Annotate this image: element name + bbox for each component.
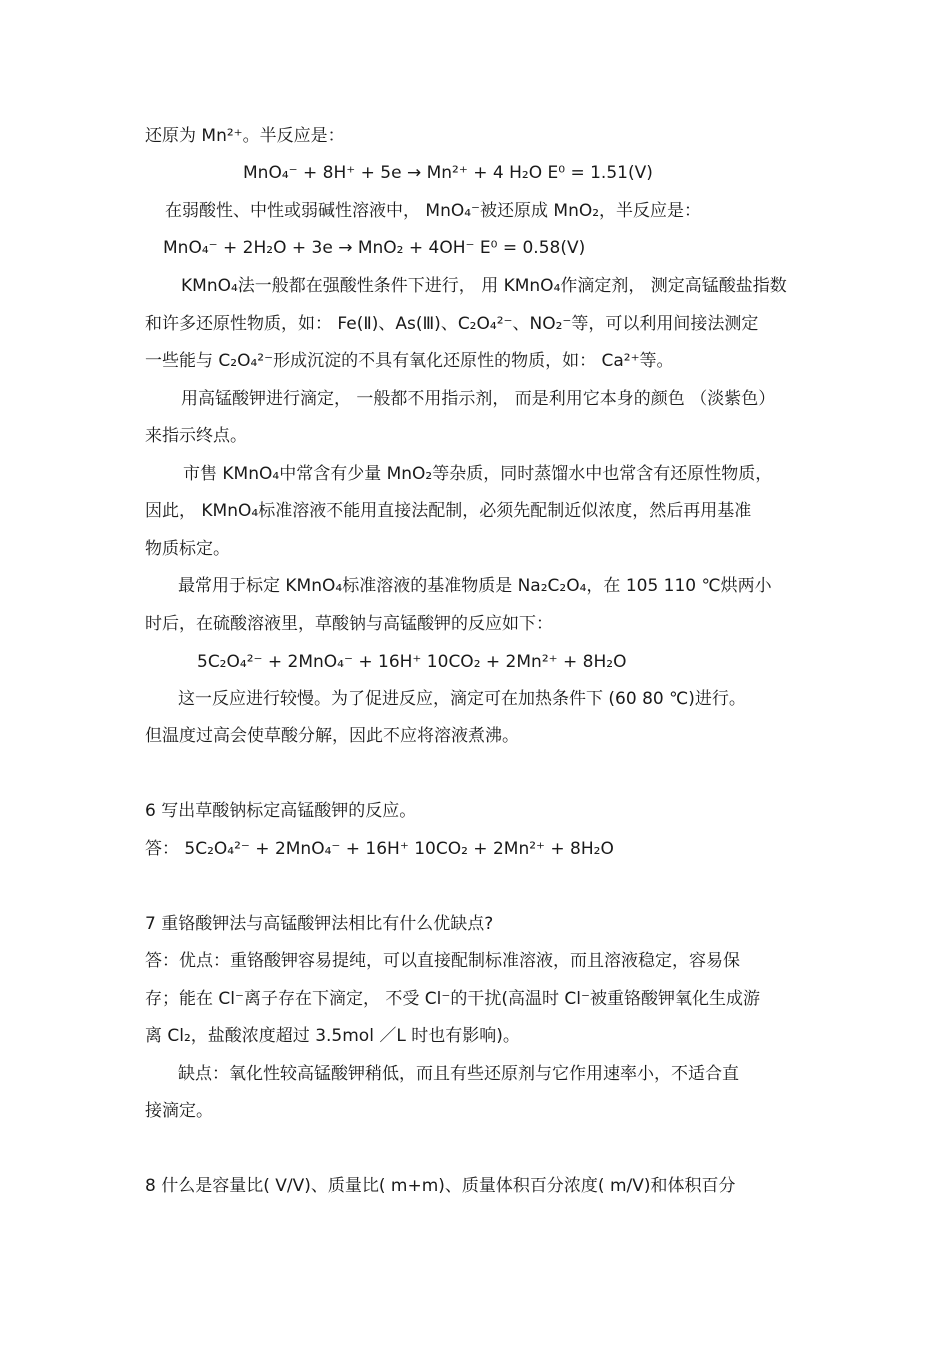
text-line: 和许多还原性物质，如： Fe(Ⅱ)、As(Ⅲ)、C₂O₄²⁻、NO₂⁻等，可以利用间接法测定 [145,314,759,334]
answer-line: 答：优点：重铬酸钾容易提纯，可以直接配制标准溶液，而且溶液稳定，容易保 [145,951,740,971]
text-line: 但温度过高会使草酸分解，因此不应将溶液煮沸。 [145,726,519,746]
text-line: 一些能与 C₂O₄²⁻形成沉淀的不具有氧化还原性的物质，如： Ca²⁺等。 [145,351,674,371]
question-heading: 8 什么是容量比( V/V)、质量比( m+m)、质量体积百分浓度( m/V)和体积百分 [145,1176,736,1196]
text-line: 物质标定。 [145,539,230,559]
text-line: 用高锰酸钾进行滴定， 一般都不用指示剂， 而是利用它本身的颜色 （淡紫色） [181,389,776,409]
text-line: 在弱酸性、中性或弱碱性溶液中， MnO₄⁻被还原成 MnO₂，半反应是： [165,201,702,221]
question-heading: 6 写出草酸钠标定高锰酸钾的反应。 [145,801,417,821]
text-line: 还原为 Mn²⁺。半反应是： [145,126,345,146]
equation-line: 5C₂O₄²⁻ + 2MnO₄⁻ + 16H⁺ 10CO₂ + 2Mn²⁺ + 8H₂O [197,652,627,672]
equation-line: MnO₄⁻ + 8H⁺ + 5e → Mn²⁺ + 4 H₂O E⁰ = 1.51(V) [243,163,653,183]
text-line: 缺点：氧化性较高锰酸钾稍低，而且有些还原剂与它作用速率小，不适合直 [178,1064,739,1084]
question-heading: 7 重铬酸钾法与高锰酸钾法相比有什么优缺点? [145,914,494,934]
text-line: 这一反应进行较慢。为了促进反应，滴定可在加热条件下 (60 80 ℃)进行。 [178,689,746,709]
equation-line: MnO₄⁻ + 2H₂O + 3e → MnO₂ + 4OH⁻ E⁰ = 0.58(V) [163,238,586,258]
text-line: 市售 KMnO₄中常含有少量 MnO₂等杂质，同时蒸馏水中也常含有还原性物质， [183,464,773,484]
text-line: 来指示终点。 [145,426,247,446]
text-line: KMnO₄法一般都在强酸性条件下进行， 用 KMnO₄作滴定剂， 测定高锰酸盐指数 [181,276,787,296]
text-line: 离 Cl₂，盐酸浓度超过 3.5mol ／L 时也有影响)。 [145,1026,520,1046]
text-line: 时后，在硫酸溶液里，草酸钠与高锰酸钾的反应如下： [145,614,553,634]
text-line: 接滴定。 [145,1101,213,1121]
text-line: 最常用于标定 KMnO₄标准溶液的基准物质是 Na₂C₂O₄，在 105 110 ℃烘两小 [178,576,772,596]
text-line: 存；能在 Cl⁻离子存在下滴定， 不受 Cl⁻的干扰(高温时 Cl⁻被重铬酸钾氧化生成游 [145,989,760,1009]
text-line: 因此， KMnO₄标准溶液不能用直接法配制，必须先配制近似浓度，然后再用基准 [145,501,752,521]
answer-line: 答： 5C₂O₄²⁻ + 2MnO₄⁻ + 16H⁺ 10CO₂ + 2Mn²⁺ + 8H₂O [145,839,614,859]
